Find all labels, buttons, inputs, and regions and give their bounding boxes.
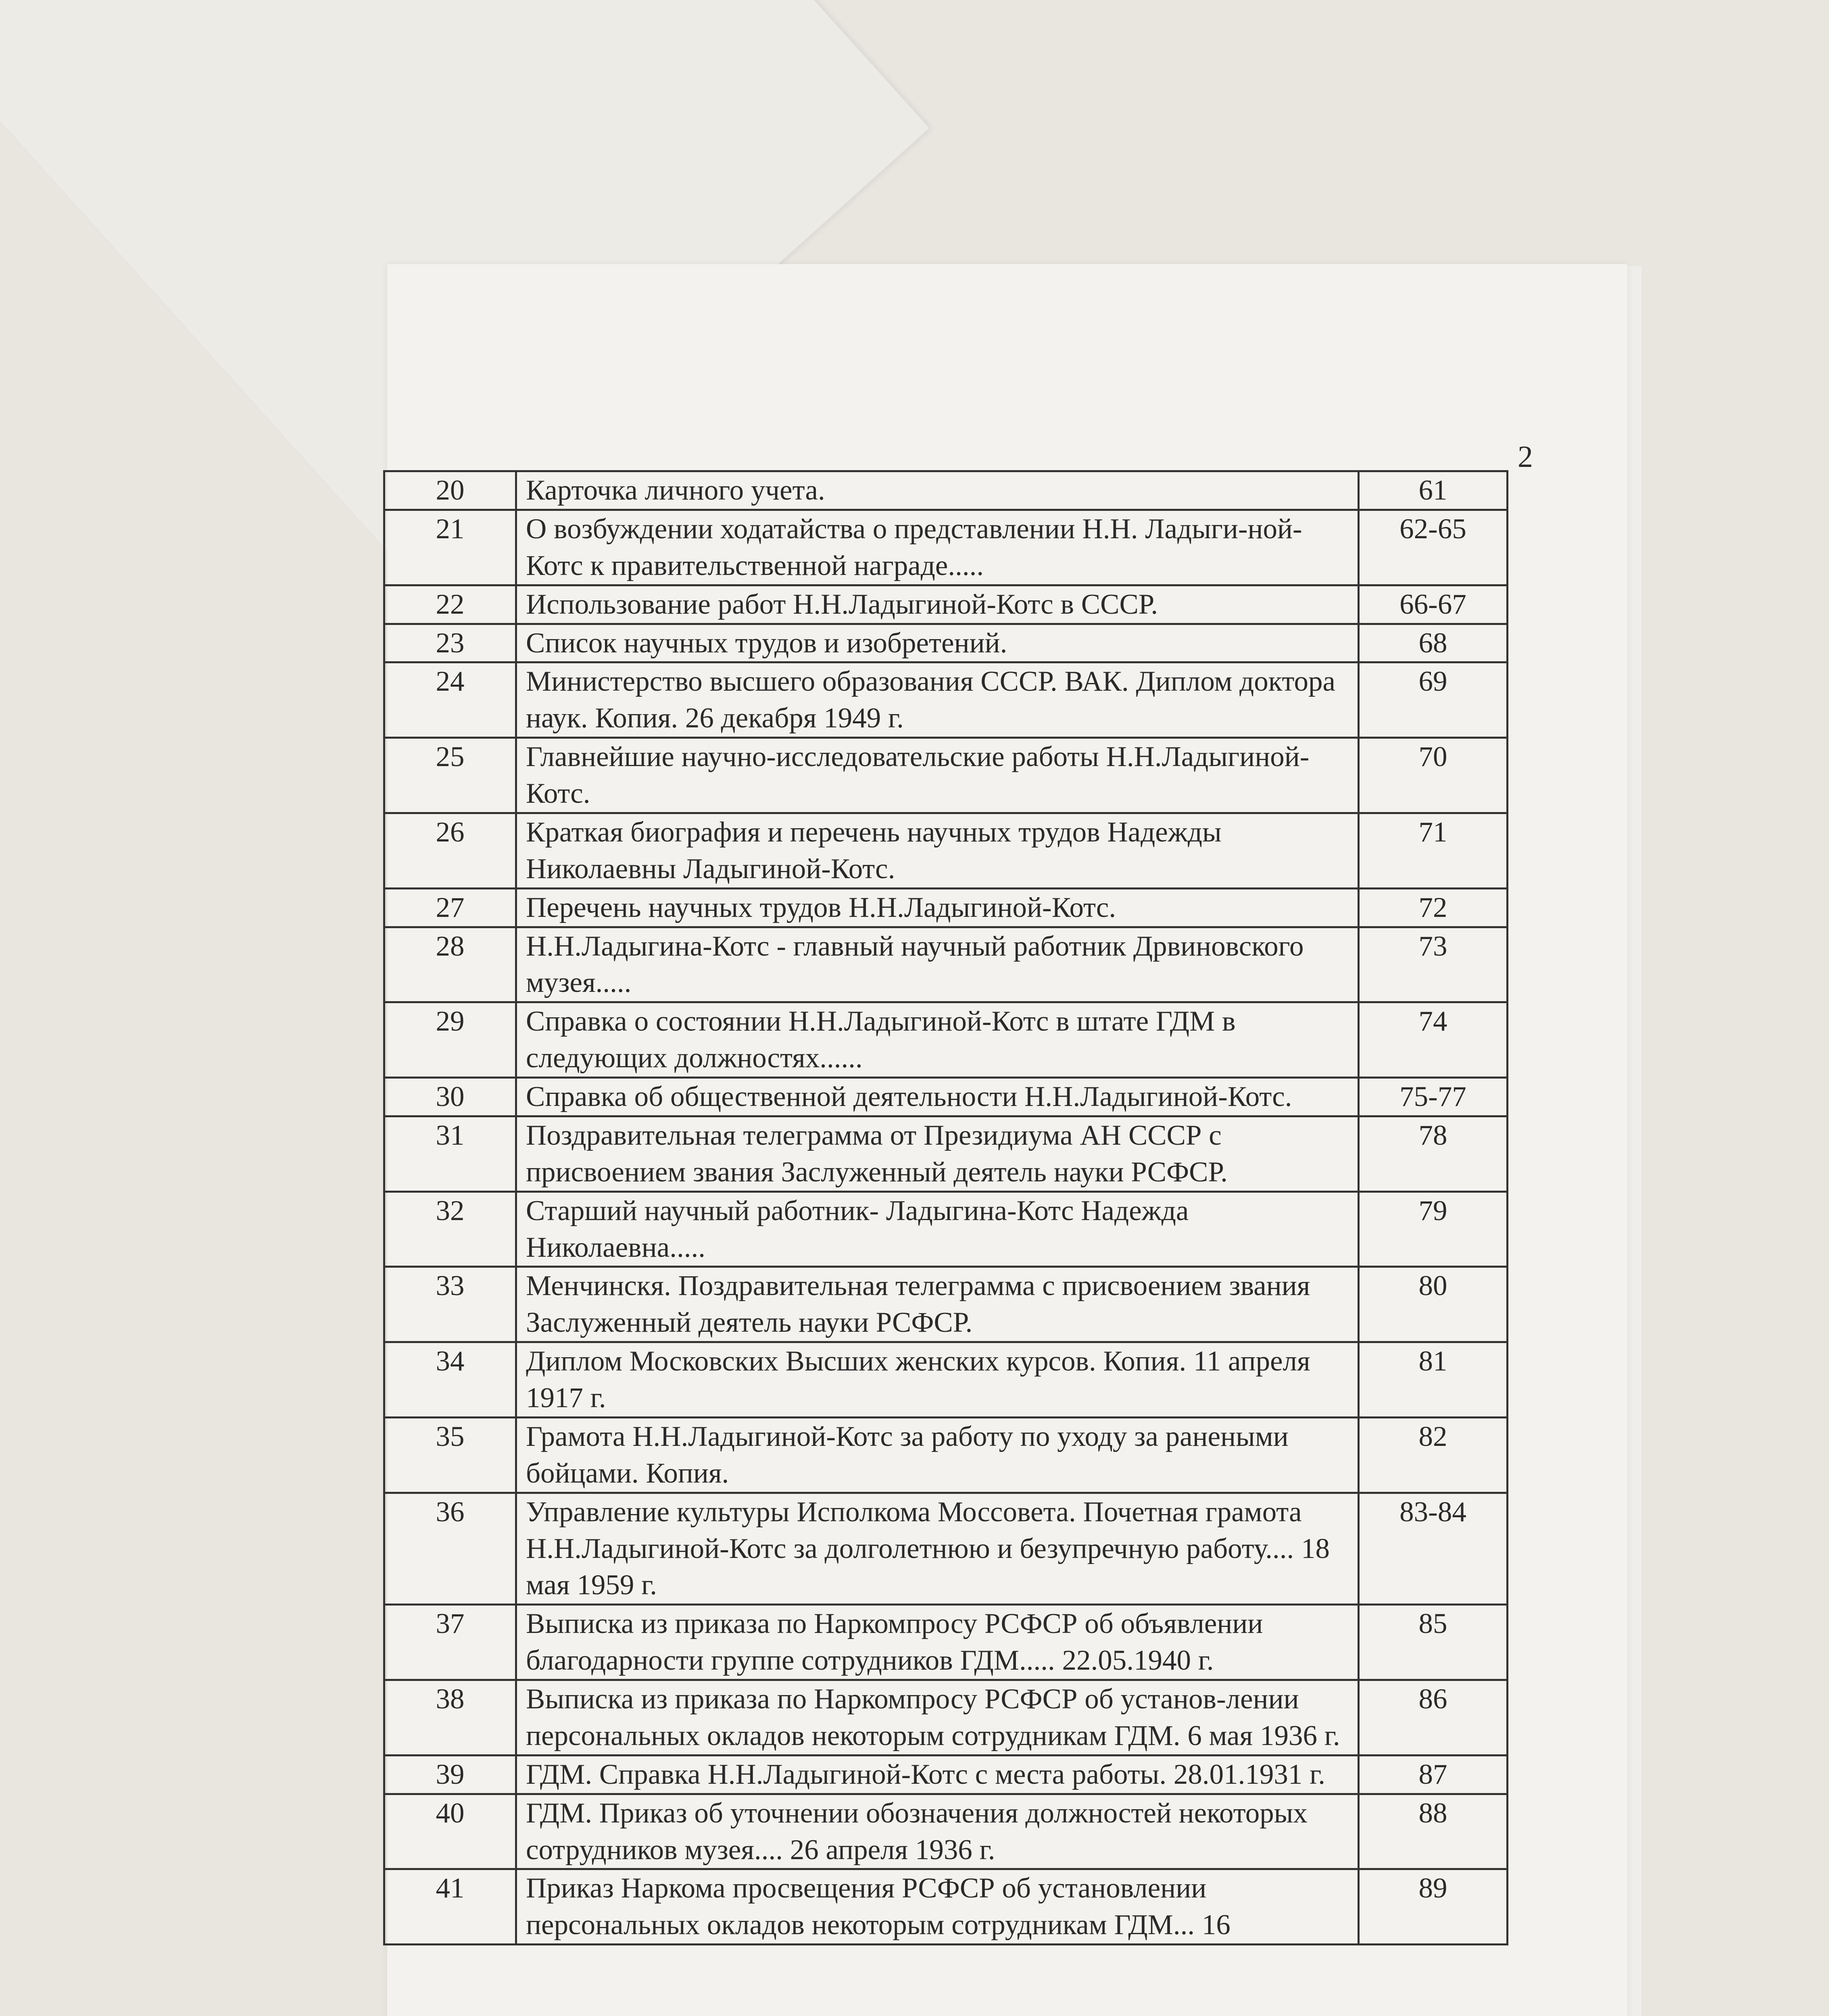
table-row [384,585,1508,624]
item-pages: 87 [1359,1755,1508,1794]
table-row [384,1267,1508,1342]
table-row [384,1342,1508,1418]
table-row [384,927,1508,1002]
table-row [384,738,1508,813]
item-pages: 69 [1359,662,1508,738]
item-title: Справка о состоянии Н.Н.Ладыгиной-Котс в штате ГДМ в следующих должностях...... [516,1002,1359,1078]
item-pages: 61 [1359,471,1508,510]
table-row [384,1417,1508,1493]
item-title: Управление культуры Исполкома Моссовета. Почетная грамота Н.Н.Ладыгиной-Котс за долголетнюю и безупречную работу.... 18 мая 1959 г. [516,1493,1359,1605]
item-title: Перечень научных трудов Н.Н.Ладыгиной-Котс. [516,888,1359,927]
table-row [384,471,1508,510]
item-pages: 88 [1359,1794,1508,1869]
contents-table [383,470,1508,1945]
table-row [384,1191,1508,1267]
item-number: 36 [384,1493,516,1605]
item-title: Министерство высшего образования СССР. ВАК. Диплом доктора наук. Копия. 26 декабря 1949 г. [516,662,1359,738]
item-number: 32 [384,1191,516,1267]
item-title: Справка об общественной деятельности Н.Н.Ладыгиной-Котс. [516,1078,1359,1116]
table-row [384,1755,1508,1794]
item-title: Менчинскя. Поздравительная телеграмма с присвоением звания Заслуженный деятель науки РСФСР. [516,1267,1359,1342]
item-pages: 79 [1359,1191,1508,1267]
table-row [384,510,1508,585]
item-title: Выписка из приказа по Наркомпросу РСФСР об объявлении благодарности группе сотрудников ГДМ..... 22.05.1940 г. [516,1605,1359,1680]
item-number: 28 [384,927,516,1002]
item-pages: 68 [1359,624,1508,662]
item-pages: 85 [1359,1605,1508,1680]
item-pages: 70 [1359,738,1508,813]
item-title: Приказ Наркома просвещения РСФСР об установлении персональных окладов некоторым сотрудникам ГДМ... 16 [516,1869,1359,1945]
table-row [384,1605,1508,1680]
table-row [384,1078,1508,1116]
item-number: 35 [384,1417,516,1493]
item-title: Старший научный работник- Ладыгина-Котс Надежда Николаевна..... [516,1191,1359,1267]
page-number: 2 [1518,440,1533,474]
item-pages: 78 [1359,1116,1508,1191]
item-title: Список научных трудов и изобретений. [516,624,1359,662]
item-title: ГДМ. Приказ об уточнении обозначения должностей некоторых сотрудников музея.... 26 апреля 1936 г. [516,1794,1359,1869]
item-number: 30 [384,1078,516,1116]
item-title: Диплом Московских Высших женских курсов. Копия. 11 апреля 1917 г. [516,1342,1359,1418]
item-number: 33 [384,1267,516,1342]
item-title: Краткая биография и перечень научных трудов Надежды Николаевны Ладыгиной-Котс. [516,813,1359,888]
table-row [384,662,1508,738]
table-row [384,1116,1508,1191]
item-number: 39 [384,1755,516,1794]
item-pages: 82 [1359,1417,1508,1493]
item-number: 40 [384,1794,516,1869]
item-pages: 80 [1359,1267,1508,1342]
item-number: 34 [384,1342,516,1418]
item-pages: 75-77 [1359,1078,1508,1116]
item-pages: 74 [1359,1002,1508,1078]
item-title: О возбуждении ходатайства о представлении Н.Н. Ладыги-ной-Котс к правительственной награде..... [516,510,1359,585]
item-title: Главнейшие научно-исследовательские работы Н.Н.Ладыгиной-Котс. [516,738,1359,813]
item-title: Использование работ Н.Н.Ладыгиной-Котс в СССР. [516,585,1359,624]
item-pages: 66-67 [1359,585,1508,624]
table-row [384,1794,1508,1869]
table-row [384,888,1508,927]
item-title: Грамота Н.Н.Ладыгиной-Котс за работу по уходу за ранеными бойцами. Копия. [516,1417,1359,1493]
item-pages: 83-84 [1359,1493,1508,1605]
item-pages: 86 [1359,1680,1508,1756]
item-title: Выписка из приказа по Наркомпросу РСФСР об установ-лении персональных окладов некоторым сотрудникам ГДМ. 6 мая 1936 г. [516,1680,1359,1756]
item-pages: 62-65 [1359,510,1508,585]
table-row [384,1680,1508,1756]
item-pages: 73 [1359,927,1508,1002]
item-number: 22 [384,585,516,624]
item-title: ГДМ. Справка Н.Н.Ладыгиной-Котс с места работы. 28.01.1931 г. [516,1755,1359,1794]
item-number: 23 [384,624,516,662]
item-number: 31 [384,1116,516,1191]
table-row [384,1493,1508,1605]
table-row [384,1002,1508,1078]
table-row [384,624,1508,662]
item-pages: 89 [1359,1869,1508,1945]
item-number: 24 [384,662,516,738]
item-title: Поздравительная телеграмма от Президиума АН СССР с присвоением звания Заслуженный деятель науки РСФСР. [516,1116,1359,1191]
item-number: 29 [384,1002,516,1078]
item-number: 38 [384,1680,516,1756]
item-number: 27 [384,888,516,927]
item-pages: 81 [1359,1342,1508,1418]
table-row [384,813,1508,888]
item-number: 25 [384,738,516,813]
item-number: 41 [384,1869,516,1945]
item-pages: 72 [1359,888,1508,927]
item-number: 37 [384,1605,516,1680]
table-row [384,1869,1508,1945]
item-number: 20 [384,471,516,510]
item-title: Н.Н.Ладыгина-Котс - главный научный работник Дрвиновского музея..... [516,927,1359,1002]
item-pages: 71 [1359,813,1508,888]
item-title: Карточка личного учета. [516,471,1359,510]
item-number: 26 [384,813,516,888]
item-number: 21 [384,510,516,585]
